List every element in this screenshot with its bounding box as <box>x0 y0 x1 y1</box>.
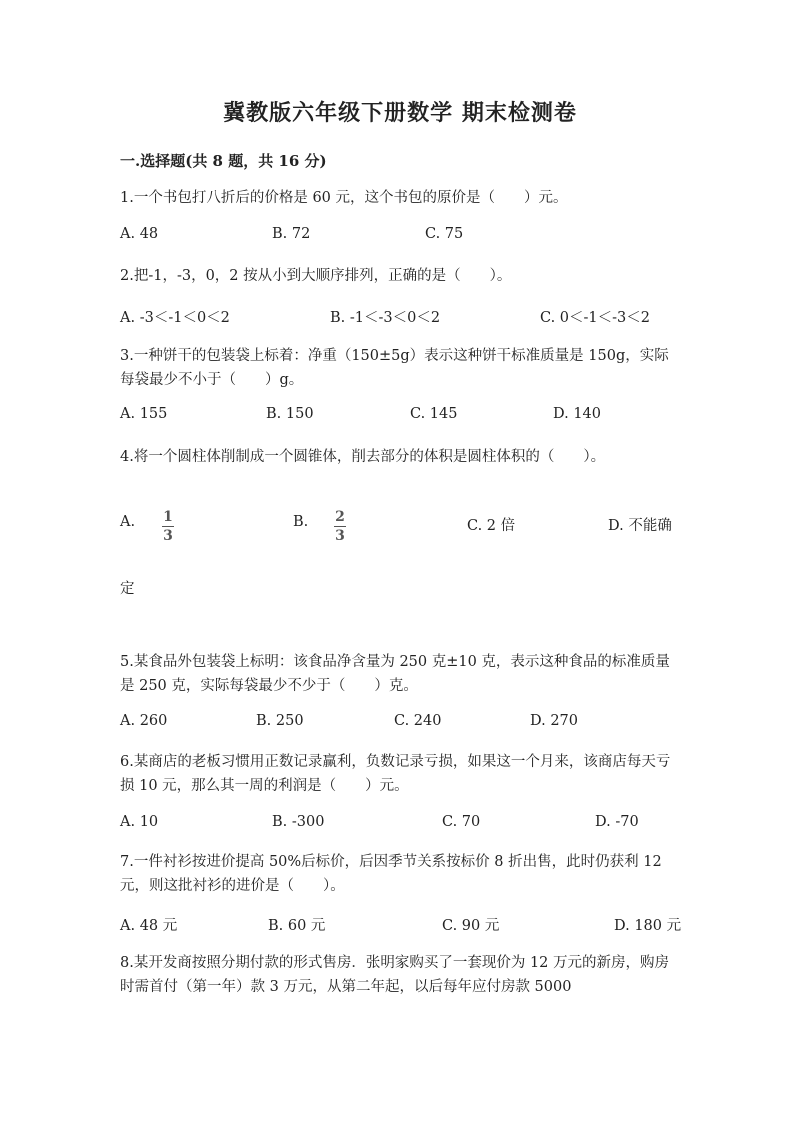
option-c[interactable]: C. 145 <box>410 406 458 422</box>
question-4-options <box>0 509 800 544</box>
option-a[interactable]: A. 10 <box>120 814 159 830</box>
option-d[interactable]: D. -70 <box>595 814 639 830</box>
question-6: 6.某商店的老板习惯用正数记录赢利，负数记录亏损，如果这一个月来，该商店每天亏损 10 元，那么其一周的利润是（ ）元。 <box>120 754 671 794</box>
option-b[interactable]: B. 250 <box>256 713 304 729</box>
option-a[interactable]: A. 260 <box>120 713 168 729</box>
option-d[interactable]: D. 270 <box>530 713 579 729</box>
option-b[interactable]: B. -300 <box>272 814 325 830</box>
option-a[interactable]: A. 155 <box>120 406 168 422</box>
option-d-continuation: 定 <box>120 581 135 597</box>
question-1-options <box>0 226 800 250</box>
fraction-denominator: 3 <box>163 528 173 544</box>
section-heading: 一.选择题(共 8 题，共 16 分) <box>120 152 327 170</box>
option-b[interactable]: B. <box>293 514 309 530</box>
fraction-denominator: 3 <box>335 528 345 544</box>
question-4: 4.将一个圆柱体削制成一个圆锥体，削去部分的体积是圆柱体积的（ ）。 <box>120 449 606 465</box>
option-b[interactable]: B. -1＜-3＜0＜2 <box>330 310 441 326</box>
question-6-options <box>0 814 800 838</box>
option-c[interactable]: C. 2 倍 <box>467 518 516 534</box>
option-b[interactable]: B. 60 元 <box>268 918 326 934</box>
fraction-numerator: 2 <box>335 509 345 525</box>
option-d[interactable]: D. 不能确 <box>608 518 672 534</box>
option-b[interactable]: B. 150 <box>266 406 314 422</box>
option-c[interactable]: C. 75 <box>425 226 464 242</box>
option-a[interactable]: A. 48 元 <box>120 918 178 934</box>
question-8: 8.某开发商按照分期付款的形式售房．张明家购买了一套现价为 12 万元的新房，购房时需首付（第一年）款 3 万元，从第二年起，以后每年应付房款 5000 <box>120 955 670 995</box>
question-7: 7.一件衬衫按进价提高 50%后标价，后因季节关系按标价 8 折出售，此时仍获利 12 元，则这批衬衫的进价是（ ）。 <box>120 854 662 894</box>
option-d[interactable]: D. 140 <box>553 406 602 422</box>
page-title: 冀教版六年级下册数学 期末检测卷 <box>223 100 577 126</box>
question-3: 3.一种饼干的包装袋上标着：净重（150±5g）表示这种饼干标准质量是 150g，实际每袋最少不小于（ ）g。 <box>120 348 669 388</box>
question-2: 2.把-1，-3，0，2 按从小到大顺序排列，正确的是（ ）。 <box>120 268 512 284</box>
question-5-options <box>0 713 800 737</box>
option-c[interactable]: C. 90 元 <box>442 918 500 934</box>
question-1: 1.一个书包打八折后的价格是 60 元，这个书包的原价是（ ）元。 <box>120 190 568 206</box>
option-a[interactable]: A. -3＜-1＜0＜2 <box>120 310 230 326</box>
option-a[interactable]: A. <box>120 514 136 530</box>
option-c[interactable]: C. 0＜-1＜-3＜2 <box>540 310 650 326</box>
option-b[interactable]: B. 72 <box>272 226 311 242</box>
question-3-options <box>0 406 800 430</box>
fraction-numerator: 1 <box>163 509 173 525</box>
question-2-options <box>0 306 800 330</box>
fraction-two-thirds <box>334 508 346 545</box>
option-a[interactable]: A. 48 <box>120 226 159 242</box>
question-5: 5.某食品外包装袋上标明：该食品净含量为 250 克±10 克，表示这种食品的标准质量是 250 克，实际每袋最少不少于（ ）克。 <box>120 654 670 694</box>
option-d[interactable]: D. 180 元 <box>614 918 682 934</box>
question-7-options <box>0 914 800 938</box>
option-c[interactable]: C. 240 <box>394 713 442 729</box>
option-c[interactable]: C. 70 <box>442 814 481 830</box>
fraction-one-third <box>162 508 174 545</box>
